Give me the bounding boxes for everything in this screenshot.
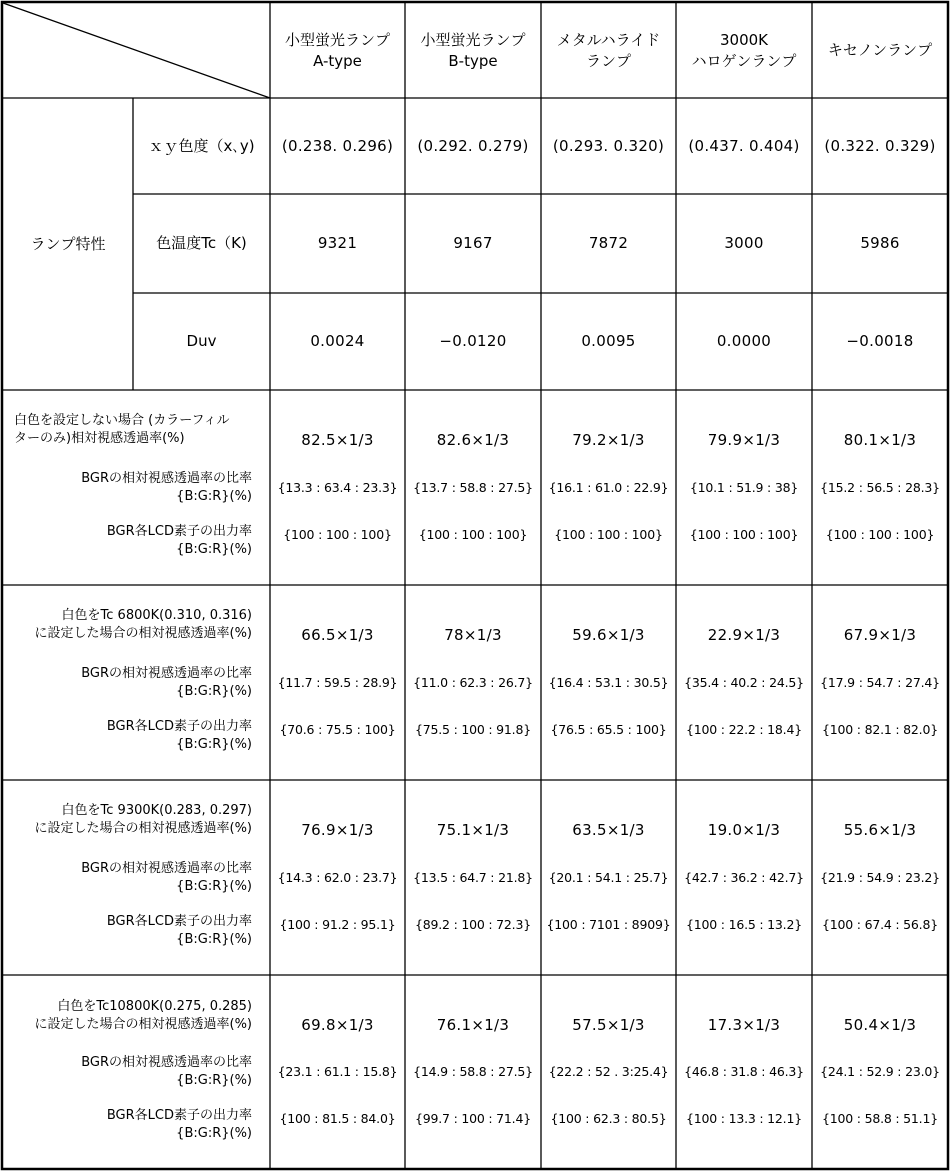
- output-row-label: BGR各LCD素子の出力率 {B:G:R}(%): [106, 1108, 252, 1141]
- transmittance-cell: 82.5×1/3: [301, 430, 374, 449]
- output-cell: {100 : 16.5 : 13.2}: [686, 916, 802, 932]
- transmittance-cell: 55.6×1/3: [843, 820, 917, 839]
- lamp-characteristics-label: ランプ特性: [30, 234, 106, 253]
- output-cell: {100 : 100 : 100}: [554, 526, 663, 542]
- output-cell: {100 : 100 : 100}: [418, 526, 528, 542]
- ratio-cell: {13.5 : 64.7 : 21.8}: [413, 869, 533, 885]
- section-title: 白色をTc 9300K(0.283, 0.297) に設定した場合の相対視感透過率(%): [34, 803, 252, 836]
- row-label-duv: Duv: [186, 332, 217, 351]
- ratio-cell: {21.9 : 54.9 : 23.2}: [820, 869, 940, 885]
- table-cell: (0.322. 0.329): [824, 136, 936, 155]
- output-cell: {75.5 : 100 : 91.8}: [415, 721, 531, 737]
- transmittance-cell: 17.3×1/3: [707, 1015, 781, 1034]
- table-cell: 0.0095: [581, 332, 636, 351]
- transmittance-cell: 69.8×1/3: [301, 1015, 374, 1034]
- table-cell: −0.0120: [439, 332, 507, 351]
- section-title: 白色を設定しない場合 (カラーフィル ターのみ)相対視感透過率(%): [14, 413, 230, 446]
- column-header-compact-fluorescent-b: 小型蛍光ランプ B-type: [420, 31, 526, 70]
- output-cell: {100 : 100 : 100}: [283, 526, 392, 542]
- transmittance-cell: 66.5×1/3: [301, 625, 374, 644]
- transmittance-cell: 82.6×1/3: [436, 430, 510, 449]
- output-cell: {100 : 91.2 : 95.1}: [279, 916, 396, 932]
- row-label-color-temperature: 色温度Tc（K): [156, 234, 247, 253]
- ratio-cell: {46.8 : 31.8 : 46.3}: [684, 1063, 804, 1079]
- output-cell: {100 : 100 : 100}: [825, 526, 935, 542]
- table-cell: (0.293. 0.320): [552, 136, 665, 155]
- ratio-cell: {14.9 : 58.8 : 27.5}: [413, 1063, 533, 1079]
- transmittance-cell: 79.2×1/3: [572, 430, 645, 449]
- transmittance-cell: 76.9×1/3: [301, 820, 374, 839]
- table-cell: (0.238. 0.296): [281, 136, 394, 155]
- table-cell: (0.292. 0.279): [417, 136, 529, 155]
- table-cell: 9167: [453, 234, 493, 253]
- table-cell: 3000: [724, 234, 764, 253]
- ratio-cell: {23.1 : 61.1 : 15.8}: [277, 1063, 398, 1079]
- output-cell: {100 : 100 : 100}: [689, 526, 799, 542]
- table-cell: −0.0018: [846, 332, 914, 351]
- output-row-label: BGR各LCD素子の出力率 {B:G:R}(%): [106, 914, 252, 947]
- output-cell: {100 : 7101 : 8909}: [546, 916, 671, 932]
- transmittance-cell: 75.1×1/3: [436, 820, 510, 839]
- output-cell: {70.6 : 75.5 : 100}: [279, 721, 396, 737]
- output-cell: {100 : 13.3 : 12.1}: [686, 1110, 802, 1126]
- output-cell: {99.7 : 100 : 71.4}: [415, 1110, 531, 1126]
- section-title: 白色をTc10800K(0.275, 0.285) に設定した場合の相対視感透過率(%): [34, 999, 252, 1032]
- ratio-cell: {35.4 : 40.2 : 24.5}: [684, 674, 804, 690]
- table-cell: 9321: [317, 234, 358, 253]
- transmittance-cell: 19.0×1/3: [707, 820, 781, 839]
- ratio-row-label: BGRの相対視感透過率の比率 {B:G:R}(%): [81, 666, 252, 699]
- ratio-cell: {11.0 : 62.3 : 26.7}: [413, 674, 533, 690]
- output-cell: {100 : 67.4 : 56.8}: [822, 916, 938, 932]
- transmittance-cell: 78×1/3: [444, 625, 502, 644]
- output-cell: {100 : 82.1 : 82.0}: [822, 721, 938, 737]
- output-cell: {100 : 58.8 : 51.1}: [822, 1110, 938, 1126]
- ratio-cell: {22.2 : 52 . 3:25.4}: [548, 1063, 669, 1079]
- output-cell: {100 : 81.5 : 84.0}: [279, 1110, 396, 1126]
- transmittance-cell: 67.9×1/3: [843, 625, 917, 644]
- ratio-cell: {11.7 : 59.5 : 28.9}: [277, 674, 398, 690]
- ratio-row-label: BGRの相対視感透過率の比率 {B:G:R}(%): [81, 471, 252, 504]
- column-header-compact-fluorescent-a: 小型蛍光ランプ A-type: [284, 31, 390, 70]
- output-cell: {100 : 22.2 : 18.4}: [686, 721, 802, 737]
- output-row-label: BGR各LCD素子の出力率 {B:G:R}(%): [106, 719, 252, 752]
- section-title: 白色をTc 6800K(0.310, 0.316) に設定した場合の相対視感透過率(%): [34, 608, 252, 641]
- table-cell: (0.437. 0.404): [688, 136, 800, 155]
- ratio-row-label: BGRの相対視感透過率の比率 {B:G:R}(%): [81, 1055, 252, 1088]
- ratio-cell: {16.1 : 61.0 : 22.9}: [548, 479, 669, 495]
- ratio-cell: {15.2 : 56.5 : 28.3}: [820, 479, 940, 495]
- ratio-cell: {14.3 : 62.0 : 23.7}: [277, 869, 398, 885]
- output-cell: {100 : 62.3 : 80.5}: [550, 1110, 667, 1126]
- ratio-cell: {20.1 : 54.1 : 25.7}: [548, 869, 669, 885]
- transmittance-cell: 76.1×1/3: [436, 1015, 510, 1034]
- table-cell: 5986: [860, 234, 900, 253]
- transmittance-cell: 57.5×1/3: [572, 1015, 645, 1034]
- output-cell: {76.5 : 65.5 : 100}: [550, 721, 667, 737]
- ratio-row-label: BGRの相対視感透過率の比率 {B:G:R}(%): [81, 861, 252, 894]
- output-cell: {89.2 : 100 : 72.3}: [415, 916, 531, 932]
- transmittance-cell: 59.6×1/3: [572, 625, 645, 644]
- column-header-halogen: 3000K ハロゲンランプ: [691, 31, 797, 70]
- ratio-cell: {24.1 : 52.9 : 23.0}: [820, 1063, 940, 1079]
- table-cell: 7872: [588, 234, 629, 253]
- header-diagonal-line: [3, 3, 270, 98]
- transmittance-cell: 63.5×1/3: [572, 820, 645, 839]
- row-label-chromaticity: ｘｙ色度（x､y): [148, 136, 255, 155]
- table-cell: 0.0024: [310, 332, 365, 351]
- ratio-cell: {16.4 : 53.1 : 30.5}: [548, 674, 669, 690]
- transmittance-cell: 79.9×1/3: [707, 430, 781, 449]
- column-header-xenon: キセノンランプ: [827, 41, 933, 60]
- transmittance-cell: 80.1×1/3: [843, 430, 917, 449]
- transmittance-cell: 22.9×1/3: [707, 625, 781, 644]
- column-header-metal-halide: メタルハライド ランプ: [556, 31, 661, 70]
- ratio-cell: {42.7 : 36.2 : 42.7}: [684, 869, 804, 885]
- ratio-cell: {13.3 : 63.4 : 23.3}: [277, 479, 398, 495]
- ratio-cell: {13.7 : 58.8 : 27.5}: [413, 479, 533, 495]
- output-row-label: BGR各LCD素子の出力率 {B:G:R}(%): [106, 524, 252, 557]
- ratio-cell: {17.9 : 54.7 : 27.4}: [820, 674, 940, 690]
- transmittance-cell: 50.4×1/3: [843, 1015, 917, 1034]
- table-cell: 0.0000: [716, 332, 772, 351]
- ratio-cell: {10.1 : 51.9 : 38}: [689, 479, 799, 495]
